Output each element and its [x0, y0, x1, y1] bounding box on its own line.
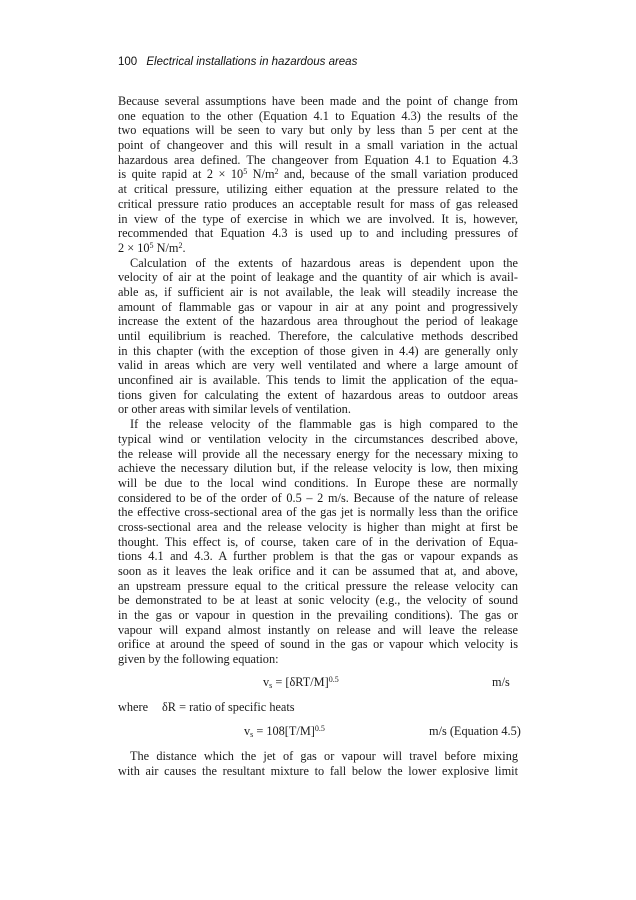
equation-4-5-formula: $v_s = 108[T/M]^{0.5}$ — [244, 724, 325, 740]
equation-1 — [118, 675, 518, 690]
paragraph-2 — [118, 256, 518, 418]
text-line: orifice at around the speed of sound in the gas or vapour which velocity is — [118, 637, 518, 652]
text-line: two equations will be seen to vary but only by less than 5 per cent at the — [118, 123, 518, 138]
equation-1-unit: m/s — [492, 674, 510, 689]
text-line: or other areas with similar levels of ventilation. — [118, 402, 351, 417]
text-line: at critical pressure, utilizing either equation at the pressure related to the — [118, 182, 518, 197]
text-line: tions given for calculating the extent of hazardous areas to outdoor areas — [118, 387, 518, 402]
equation-4-5 — [118, 724, 521, 740]
text-line: Calculation of the extents of hazardous areas is dependent upon the — [130, 255, 518, 270]
text-line: in the gas or vapour in question in the prevailing conditions). The gas or — [118, 608, 518, 623]
text-line: recommended that Equation 4.3 is used up to and including pressures of — [118, 226, 518, 241]
book-title: Electrical installations in hazardous areas — [146, 56, 358, 68]
text-line: one equation to the other (Equation 4.1 to Equation 4.3) the results of the — [118, 108, 518, 123]
text-line: is quite rapid at $2 \times 10^5$ $N/m^2$ and, because of the small variation produced — [118, 167, 518, 182]
page-number: 100 — [118, 56, 138, 68]
text-line: able as, if sufficient air is not available, the leak will steadily increase the — [118, 284, 518, 299]
paragraph-1 — [118, 94, 518, 256]
text-line: tions 4.1 and 4.3. A further problem is that the gas or vapour expands as — [118, 549, 518, 564]
text-line: with air causes the resultant mixture to fall below the lower explosive limit — [118, 763, 518, 778]
where-definition: δR = ratio of specific heats — [162, 699, 295, 714]
text-line: in view of the type of exercise in which we are involved. It is, however, — [118, 211, 518, 226]
text-line: vapour will expand almost instantly on release and will leave the release — [118, 622, 518, 637]
text-line: critical pressure ratio produces an acceptable result for mass of gas released — [118, 196, 518, 211]
text-line: the release will provide all the necessary energy for the necessary mixing to — [118, 446, 518, 461]
text-line: amount of flammable gas or vapour in air at any point and progressively — [118, 299, 518, 314]
paragraph-3 — [118, 417, 518, 667]
equation-1-formula: $v_s = [\delta RT/M]^{0.5}$ — [263, 674, 339, 690]
text-line: the effective cross-sectional area of the gas jet is normally less than the orifice — [118, 505, 518, 520]
body-text — [118, 94, 521, 778]
text-line: considered to be of the order of 0.5 – 2 m/s. Because of the nature of release — [118, 490, 518, 505]
text-line: Because several assumptions have been made and the point of change from — [118, 94, 518, 108]
text-line: valid in areas which are very well ventilated and where a large amount of — [118, 358, 518, 373]
text-line: typical wind or ventilation velocity in the circumstances described above, — [118, 431, 518, 446]
text-line: in this chapter (with the exception of those given in 4.4) are generally only — [118, 343, 518, 358]
text-line: hazardous area defined. The changeover from Equation 4.1 to Equation 4.3 — [118, 152, 518, 167]
text-line: increase the extent of the hazardous area throughout the period of leakage — [118, 314, 518, 329]
text-line: $2 \times 10^5$ $N/m^2$. — [118, 240, 186, 255]
text-line: soon as it leaves the leak orifice and it can be assumed that at, and above, — [118, 564, 518, 578]
text-line: achieve the necessary dilution but, if the release velocity is low, then mixing — [118, 461, 518, 476]
text-line: If the release velocity of the flammable gas is high compared to the — [130, 417, 518, 432]
equation-4-5-unit: m/s (Equation 4.5) — [429, 724, 521, 739]
text-line: will be due to the local wind conditions. In Europe these are normally — [118, 475, 518, 490]
text-line: point of changeover and this will result in a small variation in the actual — [118, 138, 518, 153]
where-clause — [118, 700, 518, 715]
text-line: The distance which the jet of gas or vapour will travel before mixing — [130, 748, 518, 763]
text-line: cross-sectional area and the release velocity is higher than might at first be — [118, 519, 518, 534]
text-line: given by the following equation: — [118, 652, 279, 667]
text-line: unconfined air is available. This tends to limit the application of the equa- — [118, 373, 518, 388]
text-line: be demonstrated to be at least at sonic velocity (e.g., the velocity of sound — [118, 593, 518, 608]
running-header — [118, 56, 357, 68]
text-line: until equilibrium is reached. Therefore, the calculative methods described — [118, 329, 518, 343]
where-label: where — [118, 699, 149, 714]
text-line: an upstream pressure equal to the critical pressure the release velocity can — [118, 578, 518, 593]
paragraph-4 — [118, 749, 518, 778]
text-line: velocity of air at the point of leakage and the quantity of air which is avail- — [118, 270, 518, 285]
text-line: thought. This effect is, of course, taken care of in the derivation of Equa- — [118, 534, 518, 549]
